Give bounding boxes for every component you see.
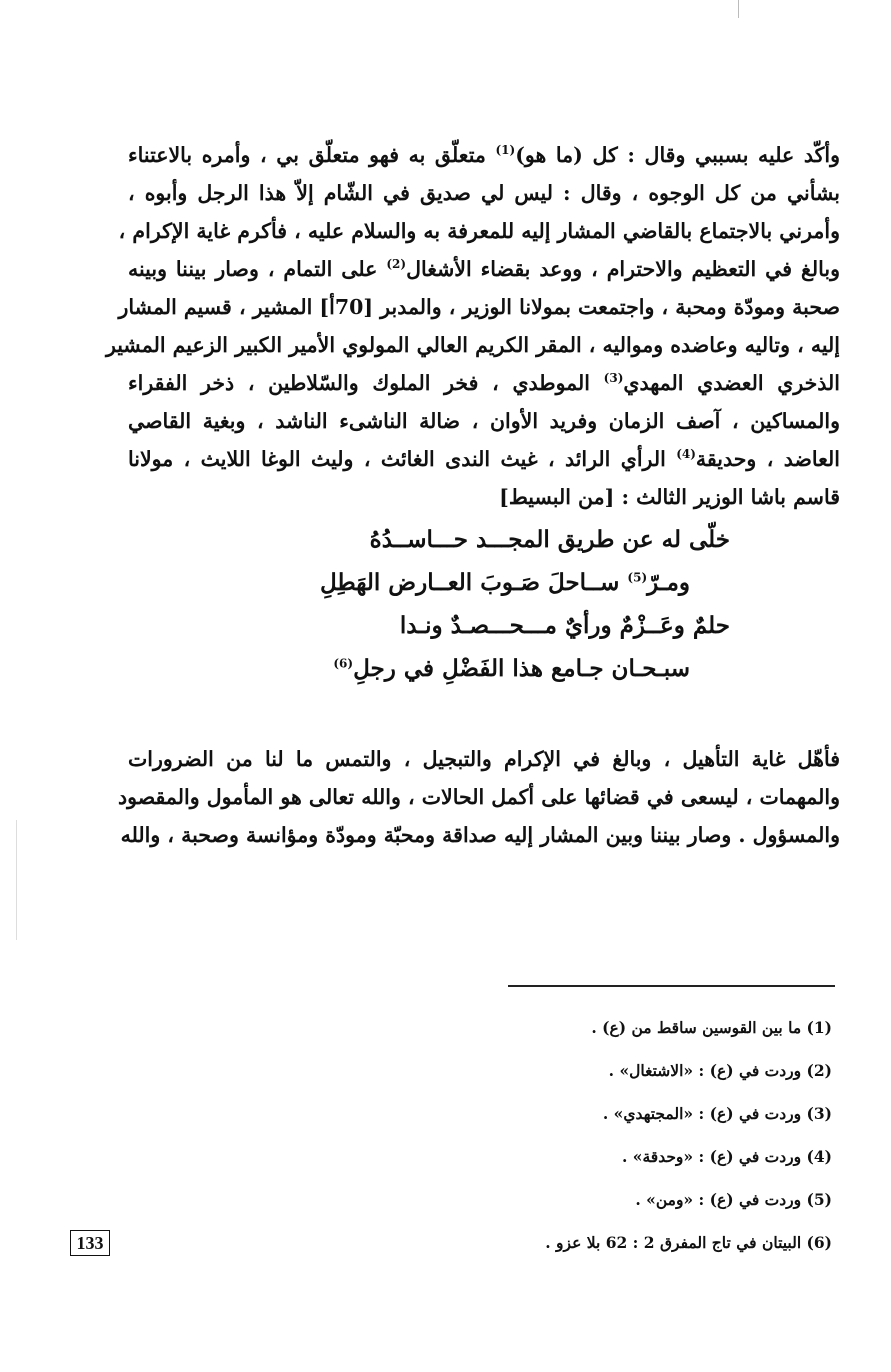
scan-edge-mark	[738, 0, 739, 18]
body-line: قاسم باشا الوزير الثالث : [من البسيط]	[499, 485, 840, 509]
footnotes	[380, 1006, 832, 1264]
verse-line: خلّى له عن طريق المجـــد حـــاســدُهُ	[369, 526, 730, 553]
poetry-verse	[210, 518, 730, 690]
scan-edge-mark	[16, 820, 17, 940]
body-line: والمساكين ، آصف الزمان وفريد الأوان ، ضالة الناشىء الناشد ، وبغية القاصي	[128, 409, 840, 433]
body-line: وأكّد عليه بسببي وقال : كل (ما هو)$^{(1)}$ متعلّق به فهو متعلّق بي ، وأمره بالاعتناء	[128, 143, 840, 167]
body-line: العاضد ، وحديقة$^{(4)}$ الرأي الرائد ، غيث الندى الغائث ، وليث الوغا اللايث ، مولانا	[128, 447, 840, 471]
paragraph-closing	[118, 740, 840, 854]
footnote-ref[interactable]: (2)	[386, 257, 407, 272]
paragraph-prose	[105, 136, 841, 516]
body-line: وأمرني بالاجتماع بالقاضي المشار إليه للمعرفة به والسلام عليه ، فأكرم غاية الإكرام ،	[118, 219, 840, 243]
body-line: وبالغ في التعظيم والاحترام ، ووعد بقضاء الأشغال$^{(2)}$ على التمام ، وصار بيننا وبينه	[128, 257, 840, 281]
footnote-item: (4) وردت في (ع) : «وحدقة» .	[622, 1147, 832, 1166]
footnote-ref[interactable]: (3)	[603, 371, 624, 386]
body-line: صحبة ومودّة ومحبة ، واجتمعت بمولانا الوزير ، والمدبر [70أ] المشير ، قسيم المشار	[118, 295, 840, 319]
footnote-item: (2) وردت في (ع) : «الاشتغال» .	[608, 1061, 832, 1080]
verse-line: حلمٌ وعَــزْمٌ ورأيٌ مـــحـــصـدٌ ونـدا	[399, 612, 730, 639]
footnote-item: (6) البيتان في تاج المفرق 2 : 62 بلا عزو .	[545, 1233, 832, 1252]
body-line: الذخري العضدي المهدي$^{(3)}$ الموطدي ، فخر الملوك والسّلاطين ، ذخر الفقراء	[128, 371, 841, 395]
body-line: والمسؤول . وصار بيننا وبين المشار إليه صداقة ومحبّة ومودّة ومؤانسة وصحبة ، والله	[120, 823, 840, 847]
verse-line: سبـحـان جـامع هذا الفَضْلِ في رجلِ$^{(6)}$	[333, 655, 690, 682]
footnote-ref[interactable]: (5)	[627, 570, 648, 585]
page-body	[105, 136, 841, 854]
footnote-item: (3) وردت في (ع) : «المجتهدي» .	[602, 1104, 832, 1123]
footnote-ref[interactable]: (1)	[495, 143, 516, 158]
footnote-item: (1) ما بين القوسين ساقط من (ع) .	[591, 1018, 832, 1037]
body-line: بشأني من كل الوجوه ، وقال : ليس لي صديق في الشّام إلاّ هذا الرجل وأبوه ،	[128, 181, 840, 205]
footnote-divider	[508, 985, 835, 987]
body-line: إليه ، وتاليه وعاضده ومواليه ، المقر الكريم العالي المولوي الأمير الكبير الزعيم المشير	[105, 333, 840, 357]
footnote-ref[interactable]: (6)	[333, 656, 354, 671]
footnote-ref[interactable]: (4)	[676, 447, 696, 462]
page-number: 133	[70, 1230, 110, 1256]
body-line: والمهمات ، ليسعى في قضائها على أكمل الحالات ، والله تعالى هو المأمول والمقصود	[118, 785, 840, 809]
body-line: فأهّل غاية التأهيل ، وبالغ في الإكرام والتبجيل ، والتمس ما لنا من الضرورات	[128, 747, 840, 771]
verse-line: ومـرّ$^{(5)}$ ســاحلَ صَـوبَ العــارض الهَطِلِ	[320, 569, 690, 596]
footnote-item: (5) وردت في (ع) : «ومن» .	[635, 1190, 832, 1209]
